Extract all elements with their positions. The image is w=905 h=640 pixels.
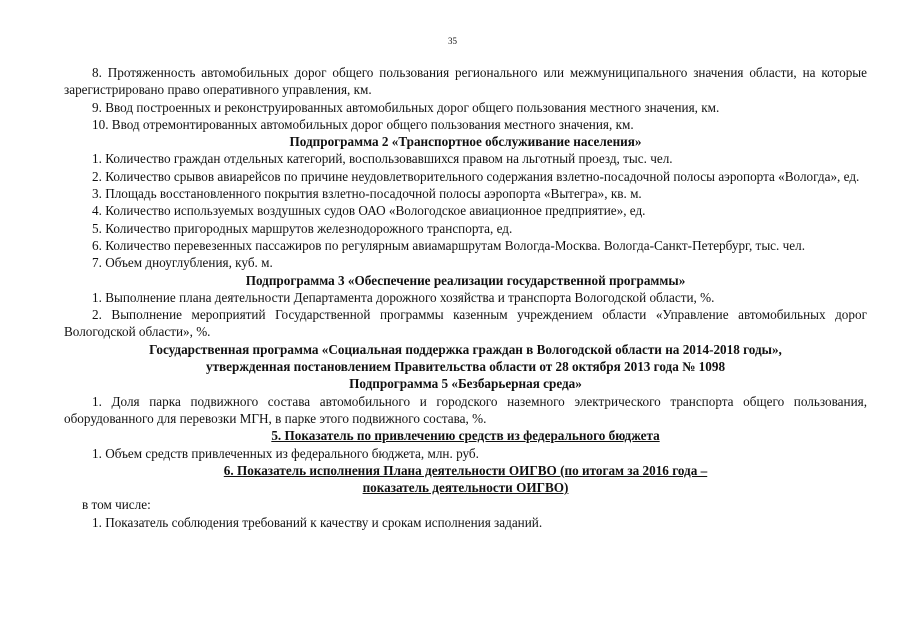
indicator-flight-disruptions: 2. Количество срывов авиарейсов по причине неудовлетворительного содержания взлетно-посадочной полосы аэропорта «Вологда», ед. [92,168,860,184]
page-number: 35 [448,36,457,46]
indicator-runway-area: 3. Площадь восстановленного покрытия взлетно-посадочной полосы аэропорта «Вытегра», кв. м. [92,186,642,202]
indicator-repaired-roads: 10. Ввод отремонтированных автомобильных дорог общего пользования местного значения, км. [92,116,634,132]
indicator-preferential-travel: 1. Количество граждан отдельных категорий, воспользовавшихся правом на льготный проезд, тыс. чел. [92,151,673,167]
indicator-task-compliance: 1. Показатель соблюдения требований к качеству и срокам исполнения заданий. [92,514,543,530]
indicator-federal-funds: 1. Объем средств привлеченных из федерального бюджета, млн. руб. [92,445,479,461]
indicator-passengers: 6. Количество перевезенных пассажиров по регулярным авиамаршрутам Вологда-Москва. Вологда-Санкт-Петербург, тыс. чел. [92,237,805,253]
indicator-suburban-routes: 5. Количество пригородных маршрутов железнодорожного транспорта, ед. [92,220,513,236]
subprogram-2-heading: Подпрограмма 2 «Транспортное обслуживание населения» [289,134,642,150]
indicator-dredging: 7. Объем дноуглубления, куб. м. [92,255,273,271]
state-program-heading-line1: Государственная программа «Социальная поддержка граждан в Вологодской области на 2014-2018 годы», [149,341,782,357]
indicator-program-measures: 2. Выполнение мероприятий Государственной программы казенным учреждением области «Управление автомобильных дорог Вологодской области», %. [64,307,867,340]
indicator-aircraft-count: 4. Количество используемых воздушных судов ОАО «Вологодское авиационное предприятие», ед. [92,203,646,219]
state-program-heading-line2: утвержденная постановлением Правительства области от 28 октября 2013 года № 1098 [205,359,726,375]
indicator-accessible-fleet: 1. Доля парка подвижного состава автомобильного и городского наземного электрического транспорта общего пользования, оборудованного для перевозки МГН, в парке этого подвижного состава, %. [64,393,867,426]
indicator-new-roads: 9. Ввод построенных и реконструированных автомобильных дорог общего пользования местного значения, км. [92,99,720,115]
subprogram-3-heading: Подпрограмма 3 «Обеспечение реализации государственной программы» [245,272,686,288]
section-6-heading-line2: показатель деятельности ОИГВО) [362,480,569,496]
section-6-heading-line1: 6. Показатель исполнения Плана деятельности ОИГВО (по итогам за 2016 года – [223,462,708,478]
subprogram-5-heading: Подпрограмма 5 «Безбарьерная среда» [349,376,582,392]
section-5-heading: 5. Показатель по привлечению средств из федерального бюджета [271,428,660,444]
indicator-road-length: 8. Протяженность автомобильных дорог общего пользования регионального или межмуниципального значения области, на которые зарегистрировано право оперативного управления, км. [64,65,867,98]
indicator-plan-execution: 1. Выполнение плана деятельности Департамента дорожного хозяйства и транспорта Вологодской области, %. [92,289,715,305]
document-body [64,64,867,531]
including-label: в том числе: [82,497,151,513]
